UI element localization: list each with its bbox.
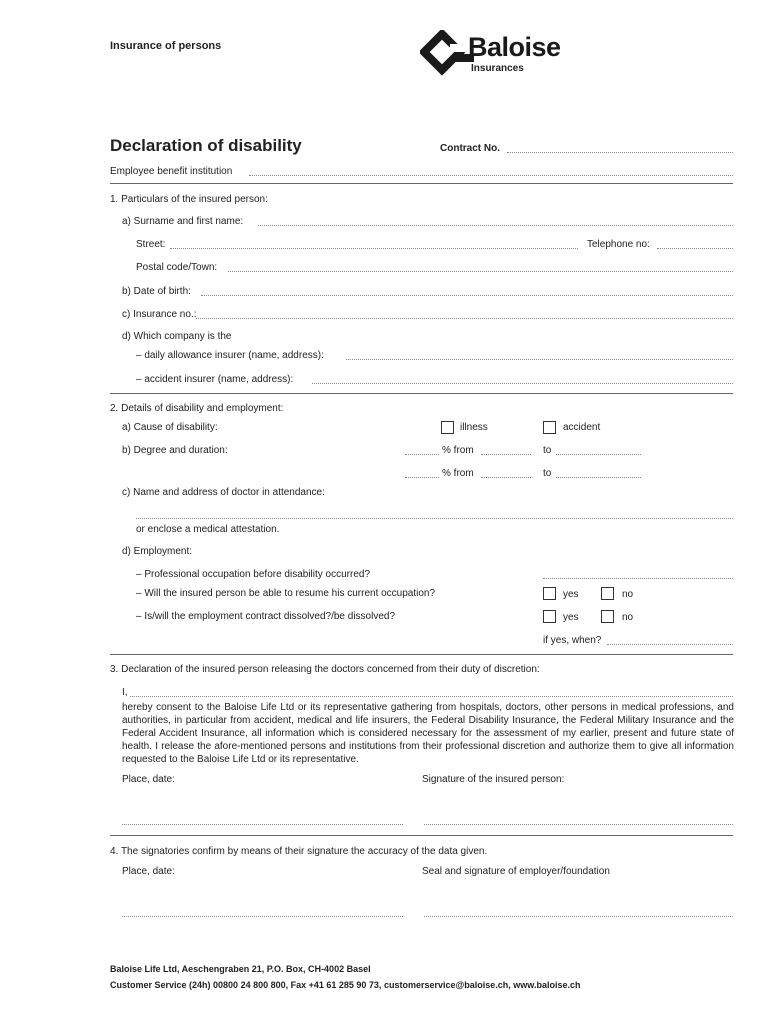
postal-field[interactable] [228,271,733,272]
page-title: Declaration of disability [110,136,302,155]
section1-heading: 1. Particulars of the insured person: [110,194,268,205]
illness-checkbox[interactable] [441,421,454,434]
to-label-2: to [543,468,552,479]
birth-field[interactable] [201,295,733,296]
company-label: d) Which company is the [122,331,232,342]
telephone-field[interactable] [657,248,733,249]
daily-allowance-label: – daily allowance insurer (name, address): [136,350,324,361]
accident-insurer-label: – accident insurer (name, address): [136,374,294,385]
dissolved-no-checkbox[interactable] [601,610,614,623]
accident-checkbox[interactable] [543,421,556,434]
pct-from-label-1: % from [442,445,474,456]
baloise-logo [420,30,600,80]
seal-label: Seal and signature of employer/foundation [422,866,610,877]
place-date-field[interactable] [122,824,403,825]
divider [110,183,733,184]
doctor-field[interactable] [136,518,733,519]
dissolved-no-label: no [622,612,634,623]
pct-from-label-2: % from [442,468,474,479]
accident-label: accident [563,422,601,433]
cause-label: a) Cause of disability: [122,422,218,433]
resume-yes-label: yes [563,589,579,600]
when-field[interactable] [607,644,733,645]
contract-no-field[interactable] [507,152,733,153]
section3-heading: 3. Declaration of the insured person releasing the doctors concerned from their duty of discretion: [110,664,540,675]
telephone-label: Telephone no: [587,239,650,250]
place-date-field-2[interactable] [122,916,403,917]
birth-label: b) Date of birth: [122,286,191,297]
dissolved-yes-checkbox[interactable] [543,610,556,623]
occupation-label: – Professional occupation before disability occurred? [136,569,371,580]
seal-field[interactable] [424,916,733,917]
place-date-label-2: Place, date: [122,866,175,877]
postal-label: Postal code/Town: [136,262,218,273]
resume-yes-checkbox[interactable] [543,587,556,600]
percent-field-1[interactable] [405,454,439,455]
street-field[interactable] [170,248,578,249]
institution-label: Employee benefit institution [110,166,233,177]
footer-service: Customer Service (24h) 00800 24 800 800, Fax +41 61 285 90 73, customerservice@baloise.ch, www.baloise.ch [110,980,581,990]
insurance-label: c) Insurance no.: [122,309,197,320]
to-field-2[interactable] [556,477,641,478]
to-label-1: to [543,445,552,456]
doctor-label: c) Name and address of doctor in attendance: [122,487,325,498]
from-field-2[interactable] [481,477,531,478]
place-date-label: Place, date: [122,774,175,785]
degree-label: b) Degree and duration: [122,445,228,456]
dissolved-yes-label: yes [563,612,579,623]
footer-address: Baloise Life Ltd, Aeschengraben 21, P.O. Box, CH-4002 Basel [110,964,371,974]
resume-no-label: no [622,589,634,600]
employment-label: d) Employment: [122,546,193,557]
name-label: a) Surname and first name: [122,216,244,227]
section4-heading: 4. The signatories confirm by means of their signature the accuracy of the data given. [110,846,488,857]
percent-field-2[interactable] [405,477,439,478]
i-label: I, [122,687,128,698]
attestation-label: or enclose a medical attestation. [136,524,280,535]
to-field-1[interactable] [556,454,641,455]
contract-no-label: Contract No. [440,143,500,154]
occupation-field[interactable] [543,578,733,579]
section2-heading: 2. Details of disability and employment: [110,403,284,414]
resume-label: – Will the insured person be able to resume his current occupation? [136,588,436,599]
logo-sub: Insurances [471,63,524,74]
consent-text: hereby consent to the Baloise Life Ltd or its representative gathering from hospitals, doctors, other persons in medical professions, and authorities, in particular from accident, medical and life insurers, the Federal Disability Insurance, the Federal Military Insurance and the Federal Accident Insurance, all information which is considered necessary for the assessment of my earlier, present and future state of health. I release the afore-mentioned persons and institutions from their professional discretion and authorize them to give all information requested to the Baloise Life Ltd or its representative. [122,702,734,765]
section-label: Insurance of persons [110,40,222,52]
daily-allowance-field[interactable] [346,359,733,360]
contract-dissolved-label: – Is/will the employment contract dissolved?/be dissolved? [136,611,396,622]
from-field-1[interactable] [481,454,531,455]
signature-label: Signature of the insured person: [422,774,565,785]
resume-no-checkbox[interactable] [601,587,614,600]
divider [110,393,733,394]
institution-field[interactable] [249,175,733,176]
street-label: Street: [136,239,166,250]
when-label: if yes, when? [543,635,602,646]
consent-name-field[interactable] [130,696,733,697]
divider [110,835,733,836]
insurance-field[interactable] [196,318,733,319]
logo-name: Baloise [468,32,561,62]
name-field[interactable] [258,225,733,226]
divider [110,654,733,655]
accident-insurer-field[interactable] [312,383,733,384]
illness-label: illness [460,422,488,433]
signature-field[interactable] [424,824,733,825]
